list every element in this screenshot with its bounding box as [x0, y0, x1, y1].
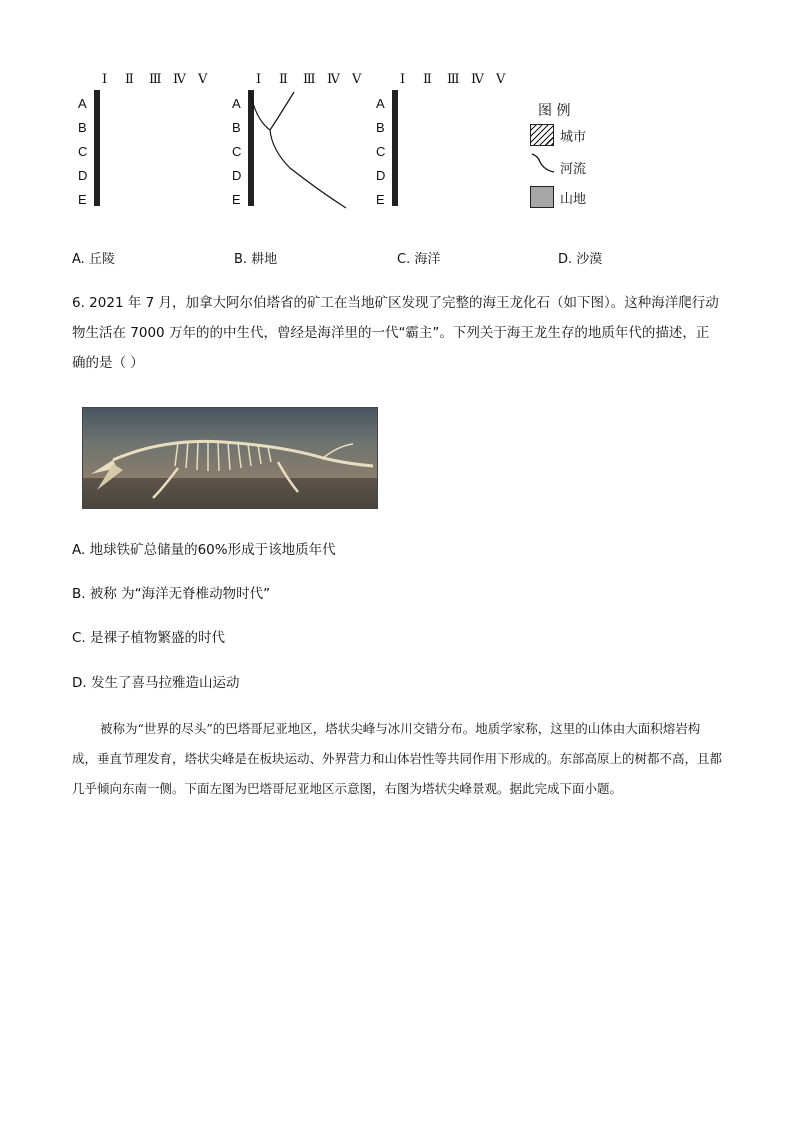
mosasaurus-fossil-photo [82, 407, 378, 509]
gray-square-icon [530, 186, 554, 208]
fossil-skeleton-icon [83, 408, 377, 508]
col-label: Ⅳ [471, 72, 484, 87]
row-label: C [232, 144, 242, 159]
map-legend [528, 96, 618, 216]
row-label: B [78, 120, 87, 135]
legend-label-mountain: 山地 [560, 192, 587, 207]
q5-option-b[interactable]: B. 耕地 [234, 252, 278, 267]
hatched-square-icon [530, 124, 554, 146]
q6-choice-c[interactable]: C. 是裸子植物繁盛的时代 [72, 630, 226, 646]
q6-stem: 6. 2021 年 7 月，加拿大阿尔伯塔省的矿工在当地矿区发现了完整的海王龙化石（如下图）。这种海洋爬行动物生活在 7000 万年的的中生代，曾经是海洋里的一代“霸主”。下列关于海王龙生存的地质年代的描述，正确的是（ ） [72, 295, 719, 371]
col-label: Ⅱ [279, 72, 288, 87]
col-label: Ⅳ [327, 72, 340, 87]
q5-option-c[interactable]: C. 海洋 [397, 252, 441, 267]
col-label: Ⅰ [256, 72, 262, 87]
q5-option-a[interactable]: A. 丘陵 [72, 252, 115, 267]
row-label: D [376, 168, 386, 183]
col-label: Ⅰ [400, 72, 406, 87]
grid-table [94, 90, 100, 206]
legend-label-city: 城市 [560, 130, 587, 145]
col-label: Ⅱ [423, 72, 432, 87]
row-label: B [376, 120, 385, 135]
q6-choice-a[interactable]: A. 地球铁矿总储量的60%形成于该地质年代 [72, 542, 336, 558]
q6-choice-d[interactable]: D. 发生了喜马拉雅造山运动 [72, 675, 240, 691]
row-label: D [232, 168, 242, 183]
col-label: Ⅴ [352, 72, 362, 87]
col-label: Ⅲ [149, 72, 162, 87]
col-label: Ⅱ [125, 72, 134, 87]
row-label: B [232, 120, 241, 135]
river-lines-icon [248, 90, 370, 212]
row-label: A [78, 96, 87, 111]
row-label: A [376, 96, 385, 111]
row-label: D [78, 168, 88, 183]
q5-option-d[interactable]: D. 沙漠 [558, 252, 603, 267]
row-label: A [232, 96, 241, 111]
row-label: E [376, 192, 385, 207]
river-line-icon [530, 152, 556, 174]
col-label: Ⅴ [198, 72, 208, 87]
row-label: E [78, 192, 87, 207]
row-label: C [78, 144, 88, 159]
row-label: C [376, 144, 386, 159]
legend-label-river: 河流 [560, 162, 587, 177]
col-label: Ⅴ [496, 72, 506, 87]
col-label: Ⅲ [447, 72, 460, 87]
grid-table [392, 90, 398, 206]
legend-title: 图 例 [538, 103, 571, 119]
q6-choice-b[interactable]: B. 被称 为“海洋无脊椎动物时代” [72, 586, 271, 602]
col-label: Ⅰ [102, 72, 108, 87]
reading-passage: 被称为“世界的尽头”的巴塔哥尼亚地区，塔状尖峰与冰川交错分布。地质学家称，这里的山体由大面积熔岩构成，垂直节理发育，塔状尖峰是在板块运动、外界营力和山体岩性等共同作用下形成的。东部高原上的树都不高，且都几乎倾向东南一侧。下面左图为巴塔哥尼亚地区示意图，右图为塔状尖峰景观。据此完成下面小题。 [72, 721, 723, 796]
col-label: Ⅲ [303, 72, 316, 87]
row-label: E [232, 192, 241, 207]
col-label: Ⅳ [173, 72, 186, 87]
